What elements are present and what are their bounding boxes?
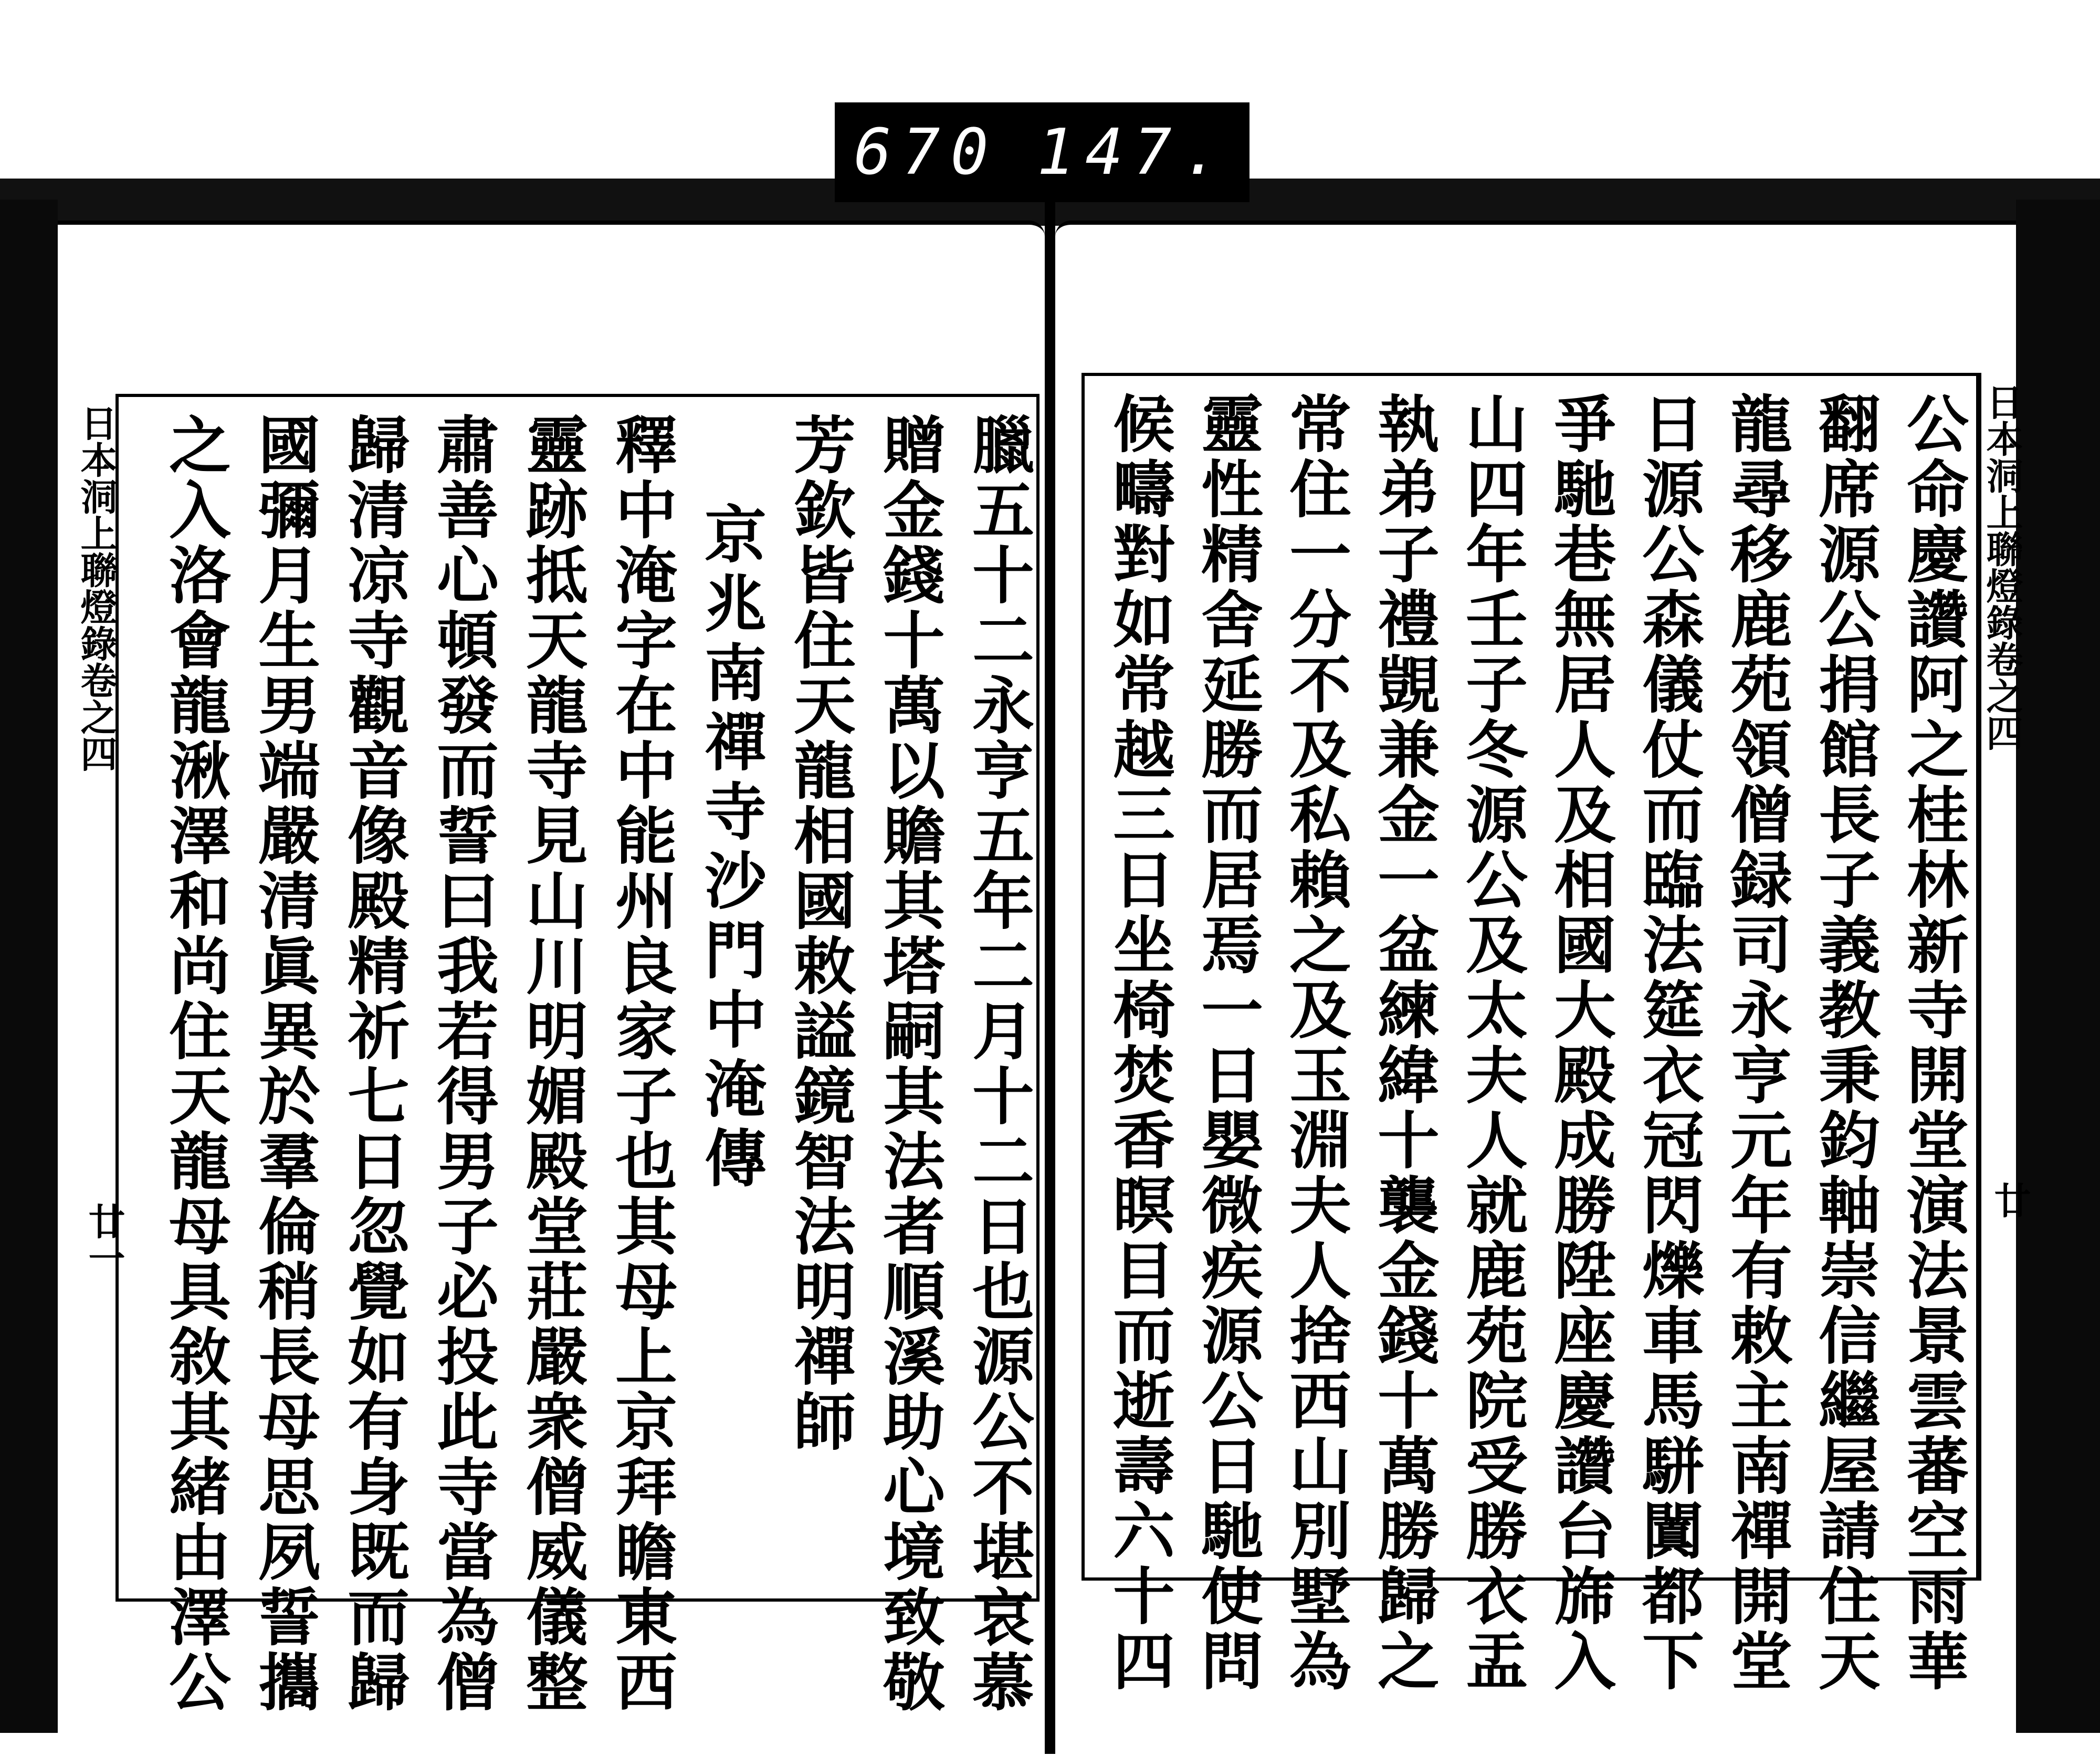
text-column: 國彌月生男端嚴清眞異於羣倫稍長母思夙誓攜 — [248, 413, 321, 1715]
text-column: 龍尋移鹿苑領僧録司永亨元年有敕主南禪開堂 — [1720, 392, 1793, 1694]
text-column: 山四年壬子冬源公及太夫人就鹿苑院受勝衣盂 — [1455, 392, 1528, 1694]
text-column: 之入洛會龍湫澤和尚住天龍母具敘其緒由澤公 — [159, 413, 232, 1715]
text-column: 爭馳巷無居人及相國大殿成勝陞座慶讚台旆入 — [1544, 392, 1616, 1694]
right-text-block — [1082, 373, 1979, 1694]
text-column: 芳欽皆住天龍相國敕謚鏡智法明禪師 — [783, 413, 856, 1455]
text-column: 靈跡抵天龍寺見山川明媚殿堂莊嚴衆僧威儀整 — [516, 413, 589, 1715]
left-margin-shadow — [0, 200, 58, 1733]
text-column: 釋中淹字在中能州良家子也其母上京拜瞻東西 — [605, 413, 678, 1715]
left-page-edge-strip — [74, 394, 126, 1602]
left-text-block — [116, 394, 1040, 1715]
frame-label — [835, 102, 1250, 202]
book-gutter — [1045, 200, 1055, 1754]
text-column: 翻席源公捐館長子義教秉鈞軸崇信繼屋請住天 — [1808, 392, 1881, 1694]
frame-number-left: 670 — [854, 116, 999, 189]
text-column: 日源公森儀仗而臨法筵衣冠閃爍車馬駢闐都下 — [1632, 392, 1705, 1694]
text-column: 候疇對如常越三日坐椅焚香瞑目而逝壽六十四 — [1102, 392, 1175, 1694]
text-column: 歸清凉寺觀音像殿精祈七日忽覺如有身既而歸 — [337, 413, 410, 1715]
text-column: 臘五十二永亨五年二月十二日也源公不堪哀慕 — [962, 413, 1035, 1715]
text-column: 常住一分不及私賴之及玉淵夫人捨西山別墅為 — [1279, 392, 1352, 1694]
left-edge-title: 日本洞上聯燈錄卷之四 — [75, 404, 118, 772]
text-column: 靈性精舍延勝而居焉一日嬰微疾源公日馳使問 — [1191, 392, 1264, 1694]
section-heading: 京兆南禪寺沙門中淹傳 — [694, 502, 767, 1195]
right-leaf-number: 廿 — [1988, 1182, 2032, 1218]
text-column: 執弟子禮覬兼金一盆練緯十襲金錢十萬勝歸之 — [1367, 392, 1440, 1694]
text-column: 肅善心頓發而誓曰我若得男子必投此寺當為僧 — [426, 413, 499, 1715]
right-page-edge-strip — [1979, 373, 2032, 1581]
text-column: 贈金錢十萬以贍其塔嗣其法者順溪助心境致敬 — [873, 413, 946, 1715]
text-column: 公命慶讚阿之桂林新寺開堂演法景雲蕃空雨華 — [1896, 392, 1969, 1694]
right-edge-title: 日本洞上聯燈錄卷之四 — [1980, 383, 2024, 751]
right-margin-shadow — [2016, 200, 2100, 1733]
frame-number-right: 147. — [1036, 116, 1231, 189]
left-leaf-number: 廿一 — [82, 1203, 126, 1276]
